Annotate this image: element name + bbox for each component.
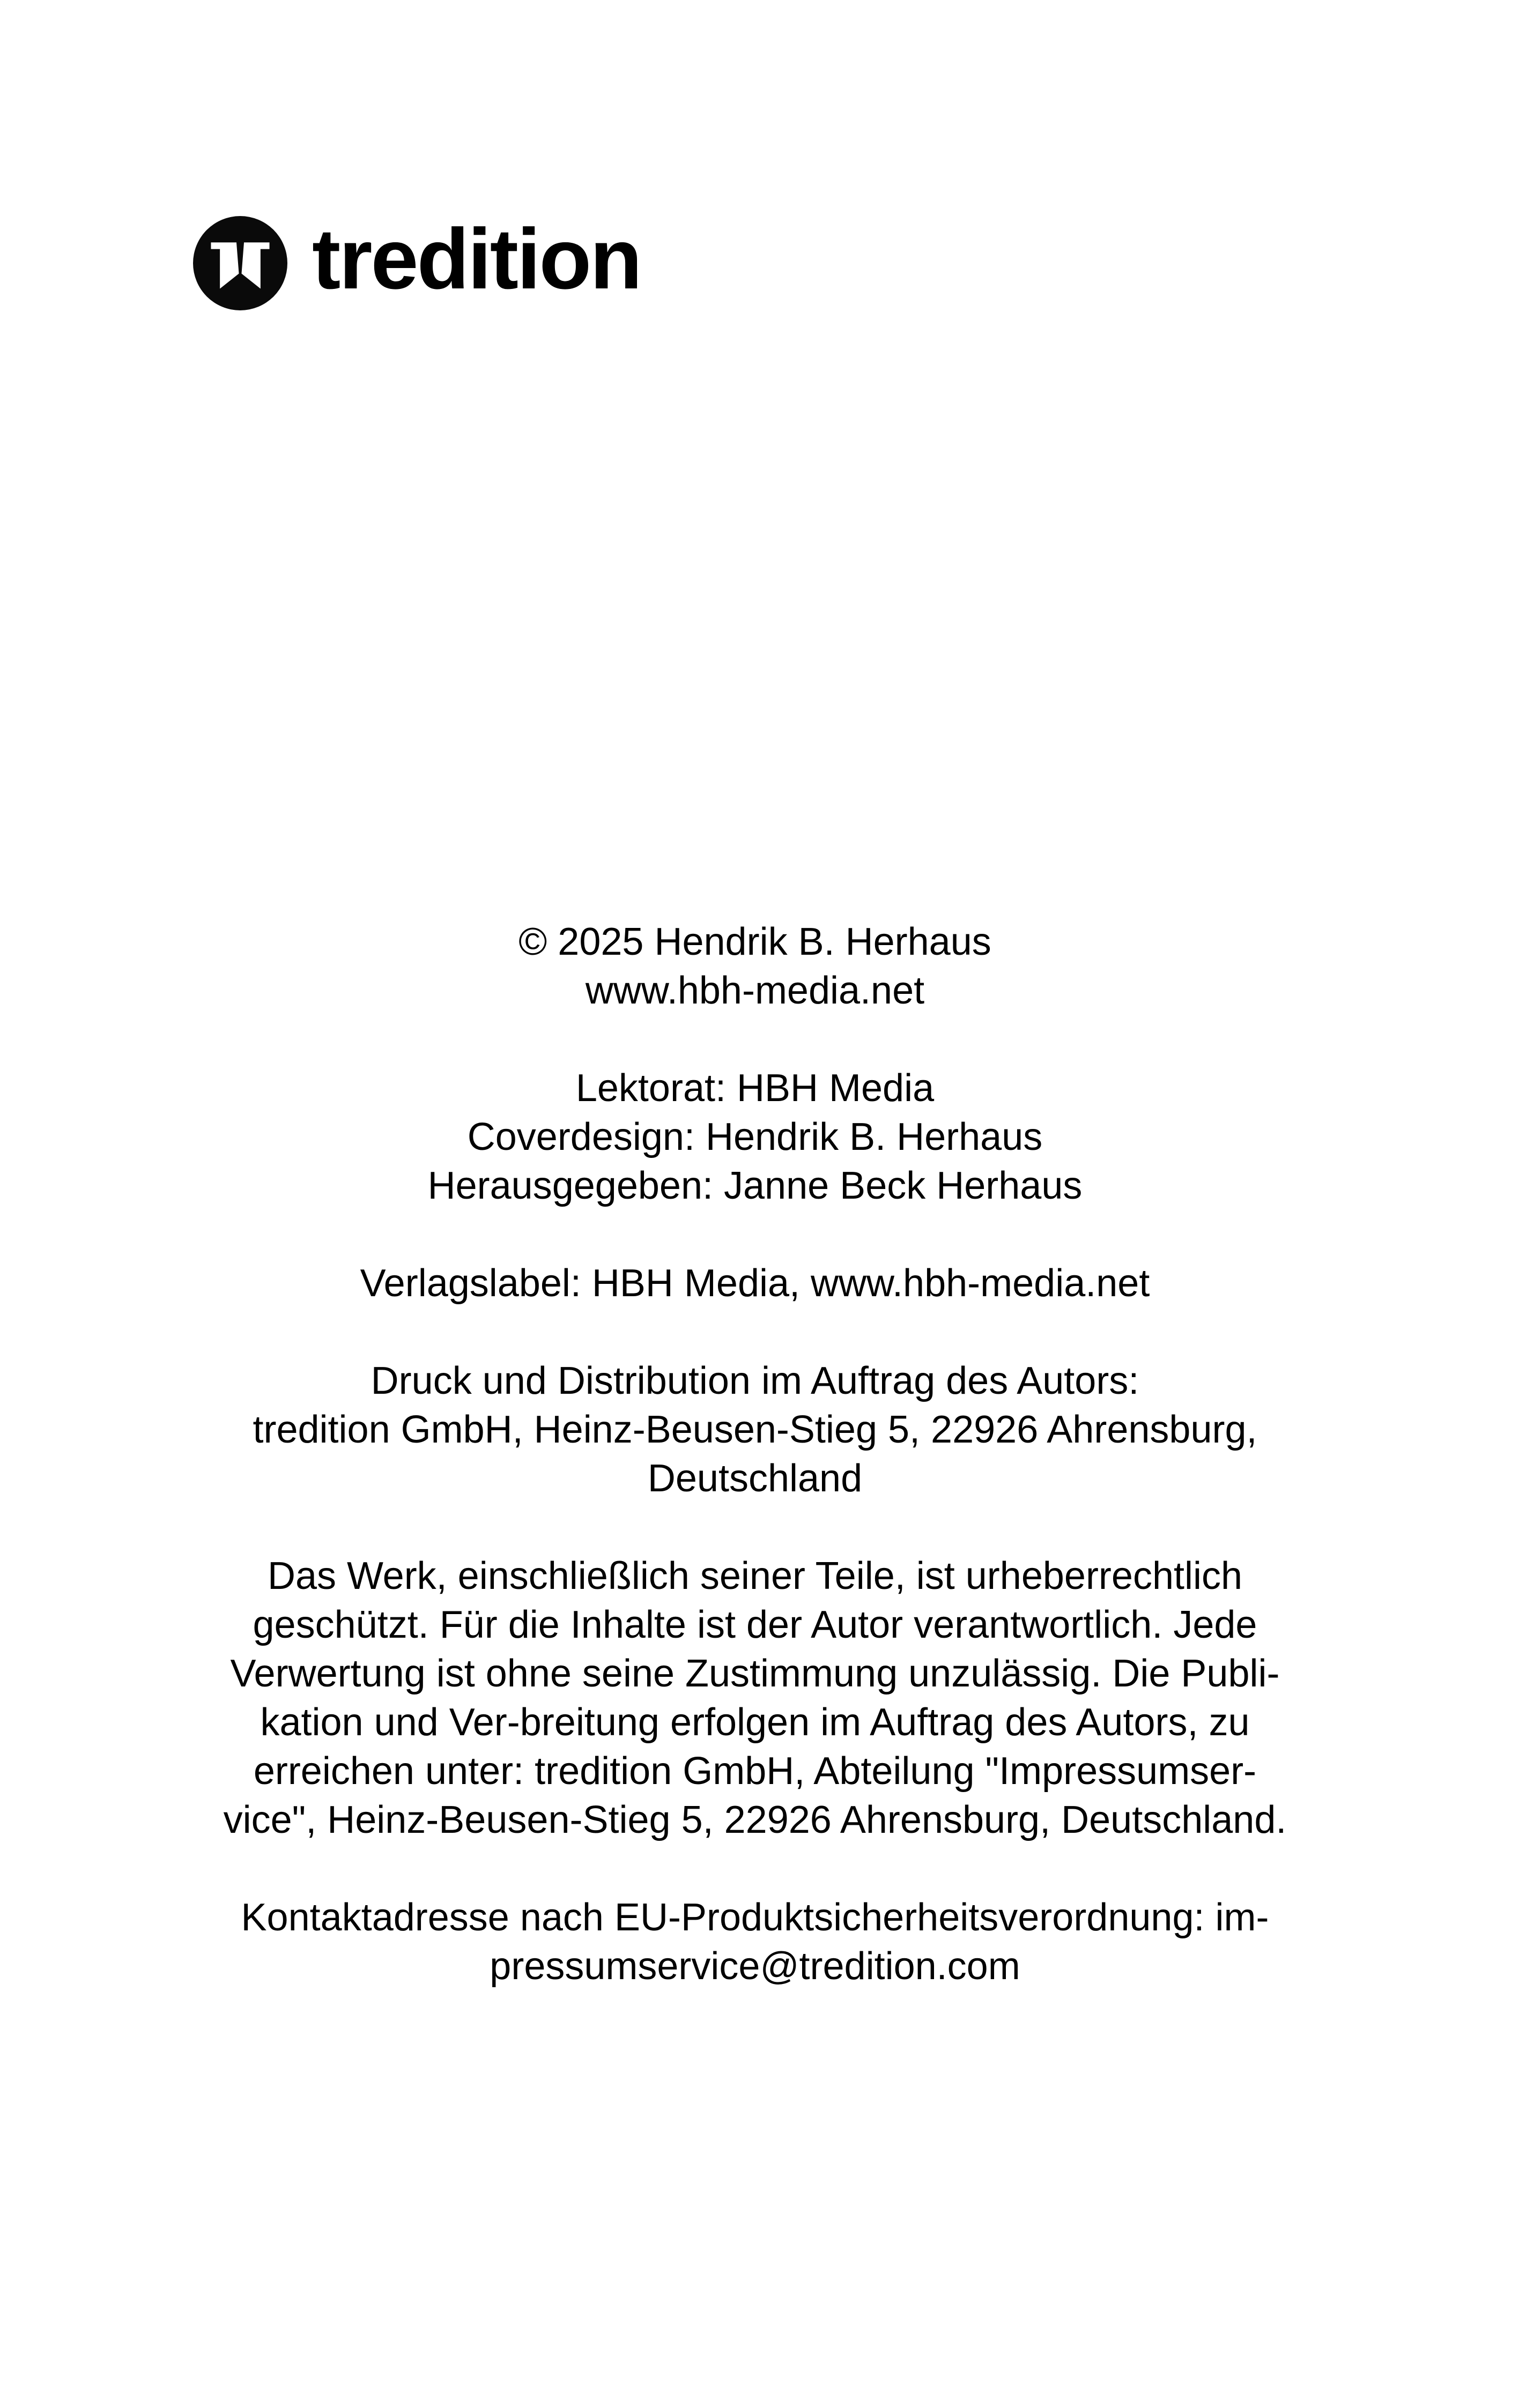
website-line: www.hbh-media.net [585,969,925,1012]
rights-line-1: Das Werk, einschließlich seiner Teile, ist urheberrechtlich [267,1555,1243,1597]
contact-line-2: pressumservice@tredition.com [490,1945,1020,1988]
verlagslabel-paragraph [179,1259,1331,1308]
credits-paragraph [179,1064,1331,1210]
tredition-address-line: tredition GmbH, Heinz-Beusen-Stieg 5, 22926 Ahrensburg, [253,1408,1257,1451]
copyright-line: © 2025 Hendrik B. Herhaus [518,920,991,963]
contact-line-1: Kontaktadresse nach EU-Produktsicherheitsverordnung: im- [241,1896,1269,1939]
verlagslabel-line: Verlagslabel: HBH Media, www.hbh-media.net [360,1262,1150,1305]
coverdesign-line: Coverdesign: Hendrik B. Herhaus [467,1116,1043,1158]
rights-line-6: vice", Heinz-Beusen-Stieg 5, 22926 Ahrensburg, Deutschland. [223,1798,1287,1841]
druck-line: Druck und Distribution im Auftrag des Autors: [371,1359,1139,1402]
contact-paragraph [179,1893,1331,1991]
tredition-logo-icon [193,216,287,310]
publisher-name: tredition [312,211,641,307]
rights-line-5: erreichen unter: tredition GmbH, Abteilung "Impressumser- [253,1750,1257,1793]
print-distribution-paragraph [179,1357,1331,1503]
imprint-text-block [179,918,1331,1991]
herausgegeben-line: Herausgegeben: Janne Beck Herhaus [427,1164,1083,1207]
rights-line-3: Verwertung ist ohne seine Zustimmung unzulässig. Die Publi- [230,1652,1280,1695]
rights-line-4: kation und Ver-breitung erfolgen im Auftrag des Autors, zu [260,1701,1250,1744]
rights-line-2: geschützt. Für die Inhalte ist der Autor verantwortlich. Jede [253,1603,1257,1646]
publisher-logo [193,211,641,310]
country-line: Deutschland [647,1457,863,1500]
rights-paragraph [179,1552,1331,1845]
copyright-paragraph [179,918,1331,1015]
lektorat-line: Lektorat: HBH Media [575,1067,935,1110]
